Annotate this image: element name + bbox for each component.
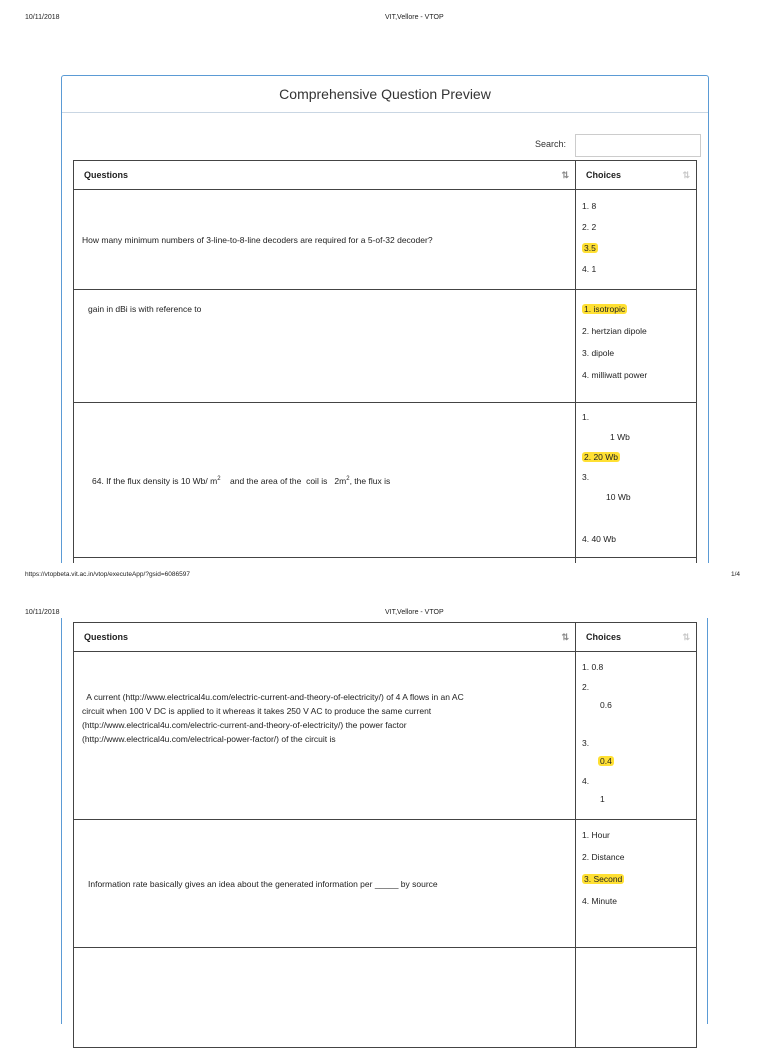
- choice: 2. hertzian dipole: [582, 326, 647, 336]
- search-label: Search:: [535, 139, 567, 149]
- choice: 2. Distance: [582, 852, 625, 862]
- table-row: [74, 820, 697, 948]
- sort-icon[interactable]: ⇅: [561, 632, 567, 642]
- print-title: VIT,Vellore - VTOP: [385, 609, 444, 616]
- selected-highlight: 3. Second: [584, 874, 623, 884]
- choice: 4. Minute: [582, 896, 617, 906]
- questions-column-header[interactable]: Questions ⇅: [74, 623, 576, 652]
- choices-column-header[interactable]: Choices ⇅: [576, 623, 697, 652]
- questions-table: [73, 622, 697, 1048]
- panel-title: Comprehensive Question Preview: [279, 86, 491, 102]
- selected-highlight: 3.5: [584, 243, 596, 253]
- questions-table: [73, 160, 697, 588]
- choice: 1. 8: [582, 201, 597, 211]
- choice: 3. dipole: [582, 348, 615, 358]
- table-row: [74, 403, 697, 558]
- selected-highlight: 2. 20 Wb: [584, 452, 619, 462]
- question-text: gain in dBi is with reference to: [74, 290, 576, 403]
- panel-right-border: [707, 618, 708, 1024]
- table-header-row: [74, 623, 697, 652]
- choice: 4.: [582, 776, 590, 786]
- choice: 1.: [582, 412, 590, 422]
- panel-divider: [62, 112, 708, 113]
- choices-list: [576, 403, 697, 558]
- choice-selected: [582, 752, 690, 770]
- print-date: 10/11/2018: [25, 609, 60, 616]
- choice: 4. milliwatt power: [582, 370, 648, 380]
- table-row: [74, 652, 697, 820]
- choice-value: 1 Wb: [610, 432, 630, 442]
- choice-selected: [582, 238, 690, 259]
- question-text: How many minimum numbers of 3-line-to-8-line decoders are required for a 5-of-32 decoder?: [74, 190, 576, 290]
- table-row: [74, 948, 697, 1048]
- search-input[interactable]: [575, 134, 701, 157]
- panel-left-border: [61, 618, 62, 1024]
- selected-highlight: 1. isotropic: [584, 304, 626, 314]
- selected-highlight: 0.4: [600, 756, 612, 766]
- choice: 1. Hour: [582, 830, 610, 840]
- choice: 2.: [582, 682, 590, 692]
- table-row: [74, 190, 697, 290]
- page-break: [60, 563, 720, 600]
- table-row: [74, 290, 697, 403]
- choice: 4. 1: [582, 264, 597, 274]
- choices-column-header[interactable]: Choices ⇅: [576, 161, 697, 190]
- print-footer-url: https://vtopbeta.vit.ac.in/vtop/executeApp/?gsid=6086597: [25, 571, 190, 578]
- choice-selected: [582, 298, 690, 320]
- choice-selected: [582, 868, 690, 890]
- choice-value: 0.6: [600, 700, 612, 710]
- choices-list: [576, 290, 697, 403]
- choices-list: [576, 820, 697, 948]
- choice: 3.: [582, 472, 590, 482]
- choice: 2. 2: [582, 222, 597, 232]
- choice: 3.: [582, 738, 590, 748]
- question-text: Information rate basically gives an idea about the generated information per _____ by source: [74, 820, 576, 948]
- choice-selected: [582, 447, 690, 467]
- choice: 1. 0.8: [582, 662, 604, 672]
- print-page-number: 1/4: [731, 571, 741, 578]
- questions-column-header[interactable]: Questions ⇅: [74, 161, 576, 190]
- print-date: 10/11/2018: [25, 14, 60, 21]
- choices-list: [576, 652, 697, 820]
- sort-icon[interactable]: ⇅: [561, 170, 567, 180]
- question-text: A current (http://www.electrical4u.com/electric-current-and-theory-of-electricity/) of 4 A flows in an AC circuit when 100 V DC is applied to it whereas it takes 250 V AC to produce the same current (http://www.electrical4u.com/electric-current-and-theory-of-electricity/) the power factor (http://www.electrical4u.com/electrical-power-factor/) of the circuit is: [74, 652, 576, 820]
- question-text: 64. If the flux density is 10 Wb/ $m^2$ and the area of the coil is $2m^2$, the flux is: [74, 403, 576, 558]
- choices-list: [576, 190, 697, 290]
- choice-value: 1: [600, 794, 605, 804]
- choice-value: 10 Wb: [606, 492, 631, 502]
- table-header-row: [74, 161, 697, 190]
- choice: 4. 40 Wb: [582, 534, 617, 544]
- sort-icon[interactable]: ⇅: [682, 170, 688, 180]
- sort-icon[interactable]: ⇅: [682, 632, 688, 642]
- print-title: VIT,Vellore - VTOP: [385, 14, 444, 21]
